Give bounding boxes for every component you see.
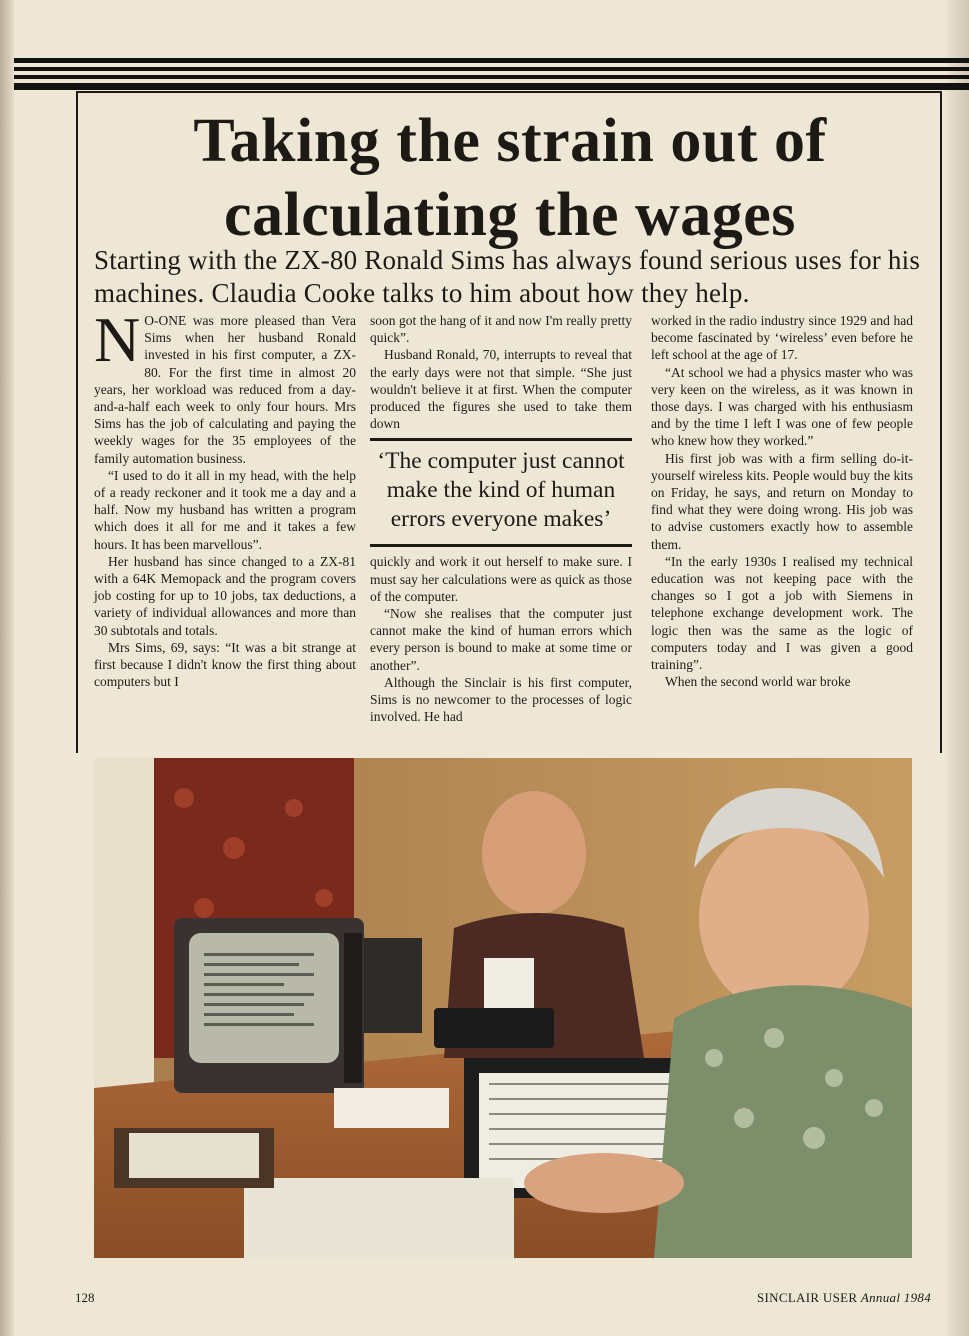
window-light xyxy=(94,758,154,1088)
page-edge-shadow xyxy=(947,0,969,1336)
page-gutter-shadow xyxy=(0,0,14,1336)
photo-illustration xyxy=(94,758,912,1258)
paragraph-text: O-ONE was more pleased than Vera Sims when her husband Ronald invested in his first computer, a ZX-80. For the first time in almost 20 years, her workload was reduced from a day-and-a-half each week to only four hours. Mrs Sims has the job of calculating and paying the weekly wages for the 35 employees of the family automation business. xyxy=(94,313,356,466)
woman-dress xyxy=(654,985,912,1258)
paragraph: When the second world war broke xyxy=(665,674,851,690)
paragraph: worked in the radio industry since 1929 and had become fascinated by ‘wireless’ even before he left school at the age of 17. xyxy=(651,313,913,363)
article-column-1 xyxy=(94,304,356,690)
paragraph: “In the early 1930s I realised my technical education was not keeping pace with the changes so I got a job with Siemens in telephone exchange development work. The logic then was the same as the logic of computers today and I was given a good training”. xyxy=(651,553,913,673)
paragraph: “I used to do it all in my head, with the help of a ready reckoner and it took me a day and a half. Now my husband has written a program which does it all for me and it takes a few hours. It has been marvellous”. xyxy=(94,467,356,552)
zx81-computer xyxy=(434,1008,554,1048)
header-rules xyxy=(14,58,969,92)
paragraph: “Now she realises that the computer just cannot make the kind of human errors which every person is bound to make at some time or another”. xyxy=(370,606,632,673)
paragraph: Husband Ronald, 70, interrupts to reveal that the early days were not that simple. “She just wouldn't believe it at first. When the computer produced the figures she used to take them down xyxy=(370,347,632,432)
paragraph: quickly and work it out herself to make sure. I must say her calculations were as quick as those of the computer. xyxy=(370,554,632,604)
drop-cap: N xyxy=(94,304,141,375)
issue-name: Annual 1984 xyxy=(860,1290,931,1305)
paragraph: Her husband has since changed to a ZX-81 with a 64K Memopack and the program covers job costing for up to 10 jobs, tax deductions, a variety of individual allowances and more than 30 subtotals and totals. xyxy=(94,553,356,638)
pull-quote: ‘The computer just cannot make the kind of human errors everyone makes’ xyxy=(370,438,632,547)
paragraph: soon got the hang of it and now I'm really pretty quick”. xyxy=(370,313,632,346)
standfirst: Starting with the ZX-80 Ronald Sims has always found serious uses for his machines. Claudia Cooke talks to him about how they help. xyxy=(94,245,921,308)
paragraph: Mrs Sims, 69, says: “It was a bit strange at first because I didn't know the first thing about computers but I xyxy=(94,639,356,690)
article-column-2 xyxy=(370,312,632,725)
page-number: 128 xyxy=(75,1290,95,1305)
ledger-sheet xyxy=(244,1178,514,1258)
woman-hand xyxy=(524,1153,684,1213)
paragraph: Although the Sinclair is his first computer, Sims is no newcomer to the processes of logic involved. He had xyxy=(370,674,632,725)
headline xyxy=(80,104,940,252)
man-head xyxy=(482,791,586,915)
paragraph xyxy=(94,304,356,467)
paragraph: His first job was with a firm selling do-it-yourself wireless kits. People would buy the kits on Friday, he says, and return on Monday to find what they were doing wrong. His job was to advise customers exactly how to assemble them. xyxy=(651,450,913,552)
headline-line-1: Taking the strain out of xyxy=(193,107,827,175)
photo-sims-at-computer xyxy=(94,758,912,1258)
notepad xyxy=(334,1088,449,1128)
cassette-recorder xyxy=(364,938,422,1033)
paragraph: “At school we had a physics master who was very keen on the wireless, as it was known in those days. I was charged with his enthusiasm and by the time I left I was one of few people who knew how they worked.” xyxy=(651,364,913,449)
publication-credit xyxy=(757,1290,931,1306)
article-column-3 xyxy=(651,312,913,690)
headline-line-2: calculating the wages xyxy=(224,181,796,249)
woman-face xyxy=(699,823,869,1013)
publication-name: SINCLAIR USER xyxy=(757,1290,858,1305)
printer-paper xyxy=(484,958,534,1013)
